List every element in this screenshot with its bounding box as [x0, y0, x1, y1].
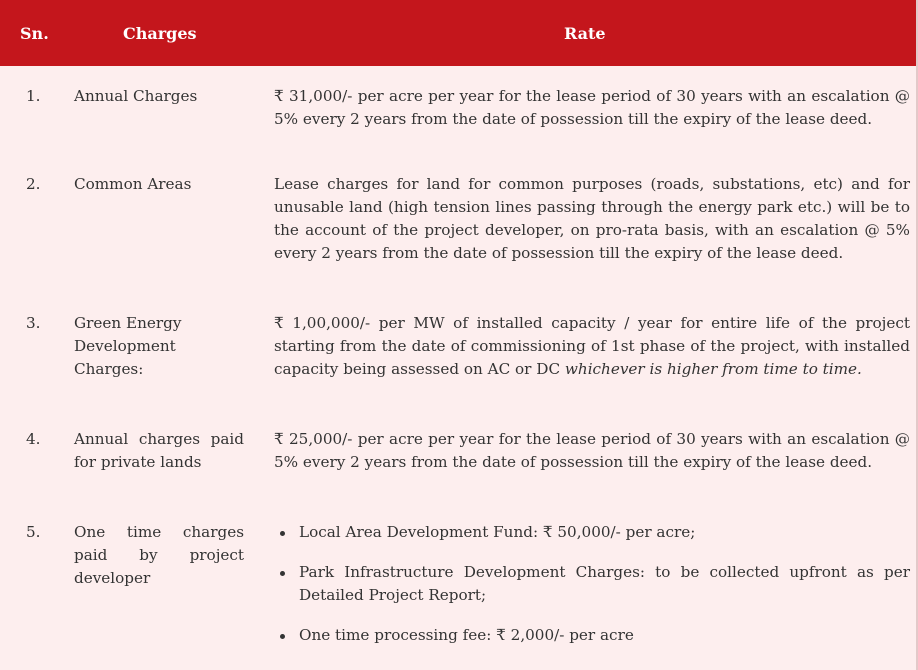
list-item: [280, 561, 910, 607]
header-charges: Charges: [123, 24, 197, 43]
header-sn: Sn.: [20, 24, 49, 43]
rate-text: ₹ 1,00,000/- per MW of installed capacity / year for entire life of the project starting from the date of commissioning of 1st phase of the project, with installed capacity being assessed on AC or DC: [274, 314, 910, 378]
list-item: [280, 624, 910, 647]
row-charge: Green Energy Development Charges:: [74, 314, 182, 378]
bullet-text: Park Infrastructure Development Charges: to be collected upfront as per Detailed Project Report;: [299, 563, 910, 604]
bullet-icon: [280, 634, 285, 639]
table-header: [0, 0, 916, 66]
bullet-icon: [280, 571, 285, 576]
row-sn: 2.: [26, 175, 41, 193]
row-sn: 1.: [26, 87, 41, 105]
row-charge: Annual charges paid for private lands: [74, 430, 244, 471]
row-rate: ₹ 25,000/- per acre per year for the lease period of 30 years with an escalation @ 5% every 2 years from the date of possession till the expiry of the lease deed.: [274, 430, 910, 471]
rate-italic-text: whichever is higher from time to time.: [564, 360, 862, 378]
row-sn: 3.: [26, 314, 41, 332]
bullet-text: One time processing fee: ₹ 2,000/- per acre: [299, 626, 634, 644]
bullet-icon: [280, 531, 285, 536]
list-item: [280, 521, 910, 544]
row-charge: Common Areas: [74, 175, 192, 193]
row-charge: Annual Charges: [74, 87, 198, 105]
bullet-text: Local Area Development Fund: ₹ 50,000/- per acre;: [299, 523, 696, 541]
row-rate: [274, 312, 910, 381]
row-sn: 5.: [26, 523, 41, 541]
rate-bullet-list: [280, 521, 910, 664]
row-charge: One time charges paid by project developer: [74, 523, 244, 587]
row-rate: ₹ 31,000/- per acre per year for the lease period of 30 years with an escalation @ 5% every 2 years from the date of possession till the expiry of the lease deed.: [274, 87, 910, 128]
row-sn: 4.: [26, 430, 41, 448]
header-rate: Rate: [564, 24, 606, 43]
row-rate: Lease charges for land for common purposes (roads, substations, etc) and for unusable land (high tension lines passing through the energy park etc.) will be to the account of the project developer, on pro-rata basis, with an escalation @ 5% every 2 years from the date of possession till the expiry of the lease deed.: [274, 175, 910, 262]
